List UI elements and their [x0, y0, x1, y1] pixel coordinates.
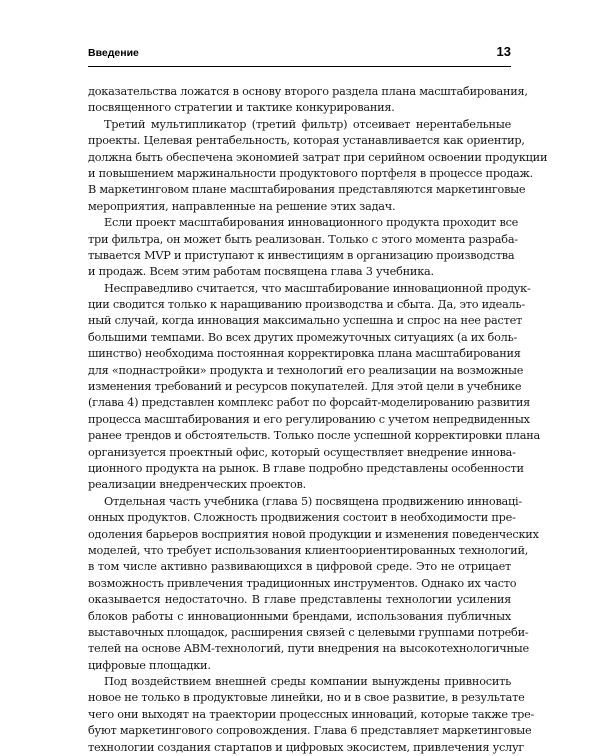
- text-line: (глава 4) представлен комплекс работ по форсайт-моделированию развития: [88, 396, 531, 410]
- text-line: блоков работы с инновационными брендами, использования публичных: [88, 609, 511, 623]
- text-line: В маркетинговом плане масштабирования представляются маркетинговые: [88, 183, 526, 197]
- section-title: Введение: [88, 47, 139, 59]
- text-line: посвященного стратегии и тактике конкурирования.: [88, 101, 395, 115]
- text-line: три фильтра, он может быть реализован. Только с этого момента разраба-: [88, 232, 518, 246]
- paragraph: [88, 215, 519, 281]
- text-line: процесса масштабирования и его регулированию с учетом непредвиденных: [88, 412, 530, 426]
- text-line: ный случай, когда инновация максимально успешна и спрос на нее растет: [88, 314, 523, 328]
- text-line: большими темпами. Во всех других промежуточных ситуациях (а их боль-: [88, 330, 518, 344]
- text-line: одоления барьеров восприятия новой продукции и изменения поведенческих: [88, 527, 539, 541]
- text-line: в том числе активно развивающихся в цифровой среде. Это не отрицает: [88, 560, 511, 574]
- text-line: оказывается недостаточно. В главе представлены технологии усиления: [88, 593, 511, 607]
- text-line: цифровые площадки.: [88, 658, 211, 672]
- text-line: организуется проектный офис, который осуществляет внедрение иннова-: [88, 445, 516, 459]
- text-line: моделей, что требует использования клиентоориентированных технологий,: [88, 543, 529, 557]
- text-line: буют маркетингового сопровождения. Глава 6 представляет маркетинговые: [88, 724, 532, 738]
- text-line: выставочных площадок, расширения связей с целевыми группами потреби-: [88, 625, 529, 639]
- text-line: онных продуктов. Сложность продвижения состоит в необходимости пре-: [88, 511, 516, 525]
- page-number: 13: [496, 44, 511, 59]
- text-line: Третий мультипликатор (третий фильтр) отсеивает нерентабельные: [104, 117, 511, 131]
- text-line: доказательства ложатся в основу второго раздела плана масштабирования,: [88, 85, 528, 98]
- text-line: ранее трендов и обстоятельств. Только после успешной корректировки плана: [88, 429, 540, 443]
- text-line: изменения требований и ресурсов покупателей. Для этой цели в учебнике: [88, 380, 522, 394]
- text-line: реализации внедренческих проектов.: [88, 478, 306, 492]
- paragraph: [88, 84, 528, 117]
- text-line: возможность привлечения традиционных инструментов. Однако их часто: [88, 576, 517, 590]
- text-line: Несправедливо считается, что масштабирование инновационной продук-: [104, 281, 531, 295]
- paragraph: [88, 281, 540, 494]
- text-line: и повышением маржинальности продуктового портфеля в процессе продаж.: [88, 166, 534, 180]
- text-line: чего они выходят на траектории процессных инноваций, которые также тре-: [88, 707, 535, 721]
- text-line: шинство) необходима постоянная корректировка плана масштабирования: [88, 347, 521, 361]
- paragraph: [88, 494, 539, 674]
- text-line: новое не только в продуктовые линейки, но и в свое развитие, в результате: [88, 691, 525, 705]
- text-line: технологии создания стартапов и цифровых экосистем, привлечения услуг: [88, 740, 525, 754]
- text-line: для «поднастройки» продукта и технологий его реализации на возможные: [88, 363, 524, 377]
- text-line: тывается MVP и приступают к инвестициям в организацию производства: [88, 248, 515, 262]
- text-line: должна быть обеспечена экономией затрат при серийном освоении продукции: [88, 150, 548, 164]
- paragraph: [88, 117, 548, 215]
- text-line: Если проект масштабирования инновационного продукта проходит все: [104, 216, 519, 230]
- text-line: ции сводится только к наращиванию производства и сбыта. Да, это идеаль-: [88, 298, 525, 312]
- text-line: мероприятия, направленные на решение этих задач.: [88, 199, 396, 213]
- text-line: проекты. Целевая рентабельность, которая устанавливается как ориентир,: [88, 134, 525, 148]
- text-line: и продаж. Всем этим работам посвящена глава 3 учебника.: [88, 265, 434, 279]
- text-line: Под воздействием внешней среды компании вынуждены привносить: [104, 675, 511, 689]
- text-line: телей на основе ABM-технологий, пути внедрения на высокотехнологичные: [88, 642, 529, 656]
- paragraph: [88, 674, 535, 756]
- text-line: Отдельная часть учебника (глава 5) посвящена продвижению инновацi-: [104, 494, 522, 508]
- running-header: [88, 44, 511, 67]
- body-text: [88, 84, 548, 756]
- text-line: ционного продукта на рынок. В главе подробно представлены особенности: [88, 461, 524, 475]
